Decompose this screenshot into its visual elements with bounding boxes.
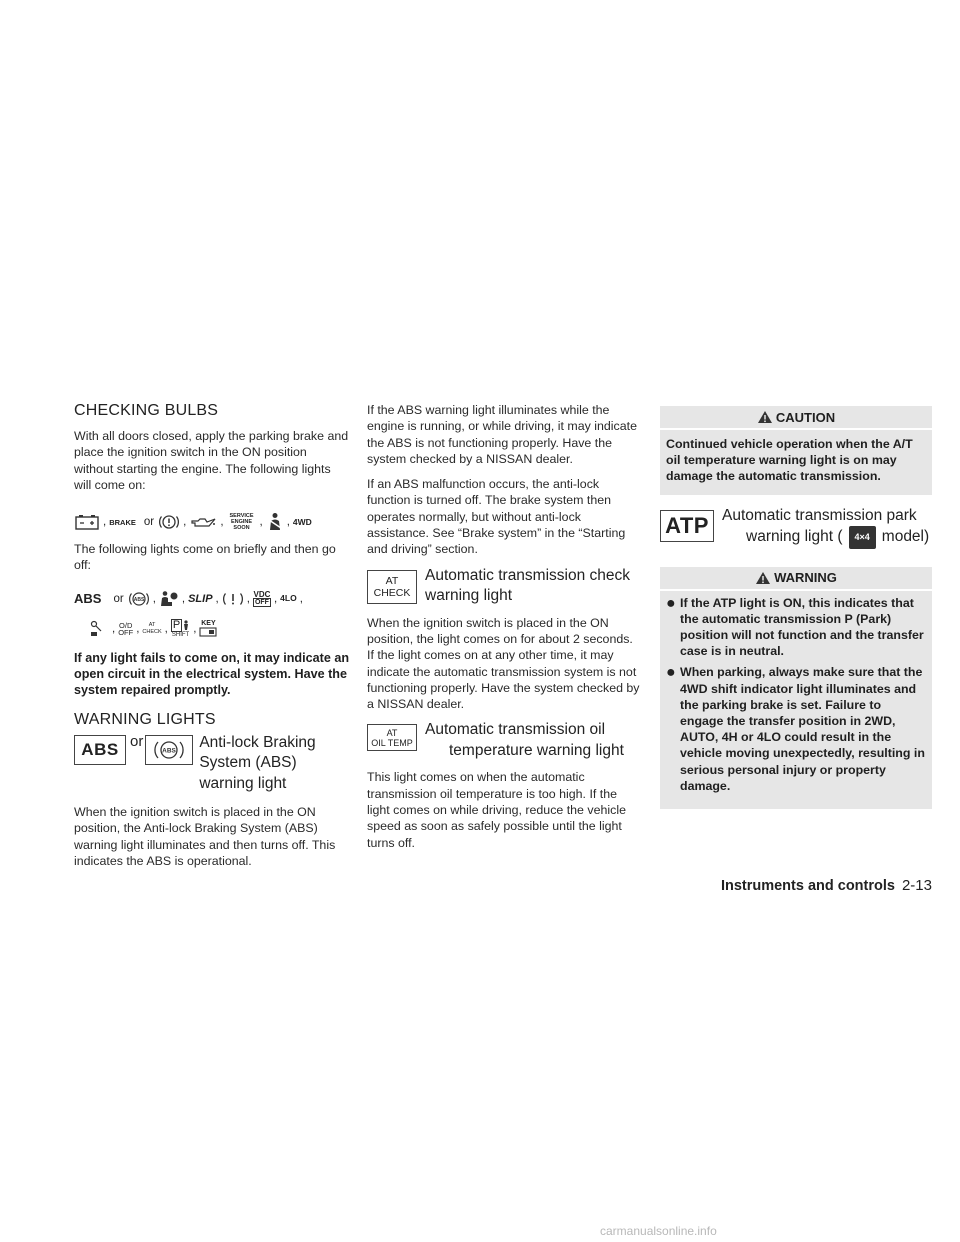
key-card-icon [199, 627, 217, 637]
vdc-off-icon [253, 591, 271, 607]
oil-pressure-icon [189, 515, 217, 529]
warning-bullet-1: If the ATP light is ON, this indicates that the automatic transmission P (Park) position will not function and the transfer case is in neutral. [680, 595, 924, 659]
footer-section: Instruments and controls [720, 878, 895, 894]
at-oil-temp-heading [367, 721, 642, 761]
warning-bullet [666, 595, 926, 660]
abs-title-line3: warning light [199, 774, 287, 792]
atp-title-line2 [722, 526, 929, 549]
at-oil-title-line2: temperature warning light [449, 741, 624, 759]
at-check-icon [367, 570, 417, 604]
at-check-icon-line1: AT [385, 574, 399, 587]
atp-icon: ATP [660, 510, 714, 542]
abs-text-icon: ABS [74, 591, 102, 607]
warning-label: WARNING [774, 570, 837, 586]
abs-malfunction-text: If the ABS warning light illuminates while the engine is running, or while driving, it may indicate the ABS is not functioning properly. Have the system checked by a NISSAN dealer. [367, 403, 637, 466]
column-2 [367, 402, 642, 860]
warning-lights-heading: WARNING LIGHTS [74, 710, 216, 728]
caution-text: Continued vehicle operation when the A/T oil temperature warning light is on may damage the automatic transmission. [666, 437, 913, 484]
brake-warning-icon [158, 513, 180, 531]
atp-title-line1: Automatic transmission park [722, 506, 917, 524]
warning-bullet [666, 664, 926, 794]
svg-text:ABS: ABS [133, 596, 144, 603]
abs-warning-title [199, 733, 315, 795]
page-footer [721, 877, 932, 894]
warning-bullet-2: When parking, always make sure that the 4WD shift indicator light illuminates and the parking brake is set. Failure to engage the transfer position in 2WD, AUTO, 4H or 4LO could result in the vehicle moving unexpectedly, resulting in serious personal injury or property damage. [680, 665, 925, 793]
column-1 [74, 402, 349, 878]
at-oil-temp-title [425, 720, 624, 761]
4wd-icon: 4WD [292, 516, 312, 527]
or-text: or [130, 732, 144, 750]
indicator-row-2: ABS or ABS , , SLIP , , VDC OFF , 4LO , [74, 589, 303, 607]
p-shift-icon [171, 619, 190, 639]
atp-title-line2-post: model) [881, 528, 930, 546]
master-warning-icon [222, 590, 244, 608]
slip-icon: SLIP [188, 592, 213, 605]
open-circuit-warning: If any light fails to come on, it may indicate an open circuit in the electrical system. Have the system repaired promptly. [74, 650, 350, 698]
brief-lights-text: The following lights come on briefly and then go off: [74, 542, 336, 573]
security-indicator-icon [88, 620, 104, 638]
passenger-airbag-icon [159, 590, 179, 608]
seatbelt-icon [266, 512, 284, 532]
caution-banner [660, 406, 932, 428]
at-oil-temp-icon [367, 724, 417, 751]
or-text: or [113, 592, 124, 605]
battery-icon [74, 514, 100, 530]
shift-text: SHIFT [171, 631, 190, 638]
abs-box-icon: ABS [74, 735, 126, 765]
od-off-icon [118, 622, 133, 636]
warning-panel [660, 591, 932, 809]
off-text: OFF [254, 598, 269, 606]
at-check-title-line2: warning light [425, 587, 513, 605]
column-3 [660, 406, 932, 809]
p-text: P [172, 618, 181, 631]
foot-icon [182, 620, 190, 631]
4lo-icon: 4LO [280, 593, 297, 604]
bullet-icon: ● [666, 594, 676, 612]
at-oil-temp-desc: This light comes on when the automatic transmission oil temperature is too high. If the light comes on while driving, reduce the vehicle speed as soon as safely possible until the light turns off. [367, 770, 626, 850]
at-check-heading [367, 566, 642, 607]
checking-bulbs-intro: With all doors closed, apply the parking brake and place the ignition switch in the ON position without starting the engine. The following lights will come on: [74, 429, 349, 492]
abs-title-line2: System (ABS) [199, 754, 297, 772]
abs-off-text: If an ABS malfunction occurs, the anti-lock function is turned off. The brake system then operates normally, but without anti-lock assistance. See “Brake system” in the “Starting and driving” section. [367, 477, 626, 557]
at-oil-icon-line1: AT [386, 727, 398, 738]
at-check-desc: When the ignition switch is placed in the ON position, the light comes on for about 2 seconds. If the light comes on at any other time, it may indicate the automatic transmission system is not functioning properly. Have the system checked by a NISSAN dealer. [367, 615, 640, 712]
page-number: 2-13 [901, 877, 932, 894]
indicator-row-3: , O/D OFF , AT CHECK , P SHIFT , KEY [74, 618, 349, 640]
warning-triangle-icon [755, 571, 771, 585]
caution-label: CAUTION [775, 409, 836, 425]
atp-heading [660, 506, 932, 549]
watermark: carmanualsonline.info [600, 1224, 717, 1238]
at-text: AT [148, 621, 156, 628]
atp-title [722, 506, 929, 549]
od-off-text: OFF [118, 627, 134, 637]
key-indicator-icon [199, 620, 217, 637]
at-check-title-line1: Automatic transmission check [425, 566, 631, 584]
od-text: O/D [119, 620, 133, 630]
4x4-badge: 4×4 [849, 526, 876, 549]
abs-warning-light-heading [74, 733, 349, 795]
warning-banner [660, 567, 932, 589]
at-check-title [425, 566, 630, 607]
at-oil-icon-line2: OIL TEMP [371, 737, 413, 748]
check-text: CHECK [142, 628, 162, 635]
key-text: KEY [201, 620, 216, 628]
brake-text-icon: BRAKE [109, 517, 136, 527]
caution-triangle-icon [757, 410, 773, 424]
checking-bulbs-heading: CHECKING BULBS [74, 402, 219, 419]
svg-text:ABS: ABS [162, 747, 177, 755]
abs-title-line1: Anti-lock Braking [199, 733, 316, 751]
abs-circle-icon [128, 590, 150, 608]
abs-warning-desc: When the ignition switch is placed in the ON position, the Anti-lock Braking System (ABS) warning light illuminates and then turns off. This indicates the ABS is operational. [74, 805, 336, 869]
at-check-icon-line2: CHECK [373, 586, 411, 599]
at-oil-title-line1: Automatic transmission oil [425, 721, 606, 739]
bullet-icon: ● [666, 664, 676, 682]
indicator-row-1: , BRAKE or , , SERVICE ENGINE SOON , , 4WD [74, 511, 349, 533]
vdc-text: VDC [253, 589, 271, 599]
atp-title-line2-pre: warning light ( [746, 528, 843, 546]
caution-panel [660, 430, 932, 495]
abs-circle-box-icon [145, 735, 193, 765]
or-text: or [143, 516, 155, 529]
at-check-mini-icon [142, 622, 161, 636]
service-engine-soon-icon: SERVICE ENGINE SOON [229, 513, 254, 532]
